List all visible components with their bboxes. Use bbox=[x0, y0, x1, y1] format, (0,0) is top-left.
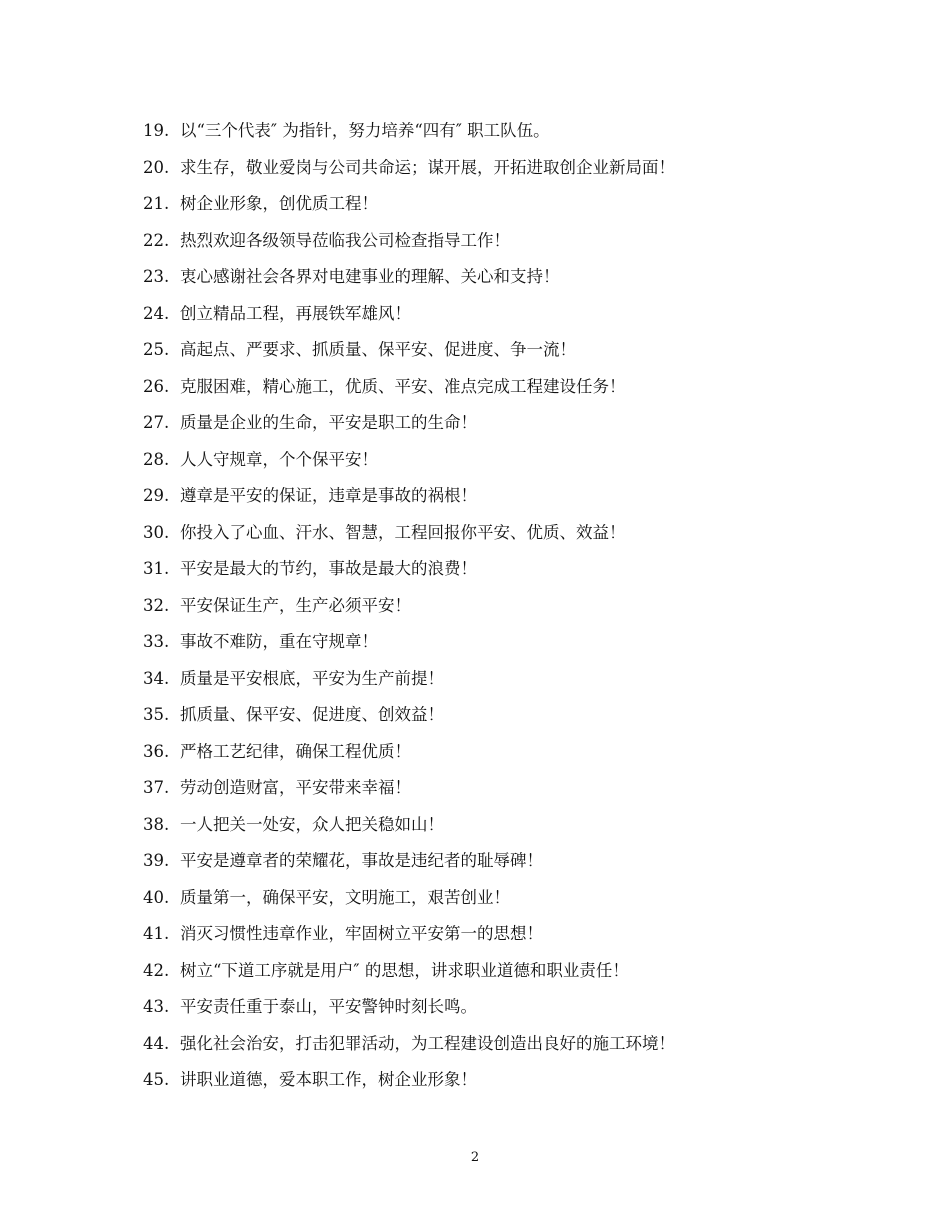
item-number: 43. bbox=[143, 997, 170, 1016]
item-number: 28. bbox=[143, 449, 170, 469]
item-number: 22. bbox=[143, 230, 170, 250]
list-item bbox=[143, 118, 675, 155]
item-number: 26. bbox=[143, 376, 170, 396]
item-number: 32. bbox=[143, 595, 170, 615]
list-item bbox=[143, 447, 675, 484]
list-item bbox=[143, 629, 675, 666]
item-text: 质量是企业的生命，平安是职工的生命！ bbox=[180, 413, 477, 432]
item-number: 45. bbox=[143, 1070, 170, 1089]
list-item bbox=[143, 337, 675, 374]
item-text: 树立“下道工序就是用户″ 的思想，讲求职业道德和职业责任！ bbox=[180, 960, 629, 980]
list-item bbox=[143, 702, 675, 739]
list-item bbox=[143, 191, 675, 228]
item-text: 求生存，敬业爱岗与公司共命运；谋开展，开拓进取创企业新局面！ bbox=[180, 157, 675, 177]
item-text: 以“三个代表″ 为指针，努力培养“四有″ 职工队伍。 bbox=[180, 121, 550, 140]
item-number: 29. bbox=[143, 486, 170, 505]
item-number: 39. bbox=[143, 851, 170, 870]
item-text: 一人把关一处安，众人把关稳如山！ bbox=[180, 814, 444, 834]
item-text: 你投入了心血、汗水、智慧，工程回报你平安、优质、效益！ bbox=[180, 522, 626, 542]
item-text: 平安保证生产，生产必须平安！ bbox=[180, 595, 411, 615]
item-number: 24. bbox=[143, 303, 170, 323]
list-item bbox=[143, 1031, 675, 1068]
item-text: 强化社会治安，打击犯罪活动，为工程建设创造出良好的施工环境！ bbox=[180, 1033, 675, 1053]
item-text: 克服困难，精心施工，优质、平安、准点完成工程建设任务！ bbox=[180, 376, 626, 396]
list-item bbox=[143, 155, 675, 192]
item-number: 33. bbox=[143, 632, 170, 651]
item-text: 质量是平安根底，平安为生产前提！ bbox=[180, 668, 444, 688]
item-text: 遵章是平安的保证，违章是事故的祸根！ bbox=[180, 486, 477, 505]
item-text: 讲职业道德，爱本职工作，树企业形象！ bbox=[180, 1070, 477, 1089]
item-text: 树企业形象，创优质工程！ bbox=[180, 194, 378, 213]
slogan-list bbox=[143, 118, 675, 1104]
item-text: 热烈欢迎各级领导莅临我公司检查指导工作！ bbox=[180, 230, 510, 250]
list-item bbox=[143, 848, 675, 885]
item-number: 20. bbox=[143, 157, 170, 177]
list-item bbox=[143, 556, 675, 593]
list-item bbox=[143, 228, 675, 265]
item-number: 25. bbox=[143, 340, 170, 359]
item-number: 35. bbox=[143, 705, 170, 724]
page-number: 2 bbox=[470, 1150, 480, 1165]
list-item bbox=[143, 374, 675, 411]
item-number: 34. bbox=[143, 668, 170, 688]
item-number: 40. bbox=[143, 887, 170, 907]
list-item bbox=[143, 921, 675, 958]
list-item bbox=[143, 301, 675, 338]
list-item bbox=[143, 775, 675, 812]
list-item bbox=[143, 410, 675, 447]
item-number: 41. bbox=[143, 924, 170, 943]
item-number: 42. bbox=[143, 960, 170, 980]
list-item bbox=[143, 885, 675, 922]
item-text: 平安责任重于泰山，平安警钟时刻长鸣。 bbox=[180, 997, 477, 1016]
item-text: 衷心感谢社会各界对电建事业的理解、关心和支持！ bbox=[180, 267, 560, 286]
item-text: 事故不难防，重在守规章！ bbox=[180, 632, 378, 651]
list-item bbox=[143, 666, 675, 703]
item-text: 人人守规章，个个保平安！ bbox=[180, 449, 378, 469]
item-number: 23. bbox=[143, 267, 170, 286]
item-number: 36. bbox=[143, 741, 170, 761]
item-text: 平安是最大的节约，事故是最大的浪费！ bbox=[180, 559, 477, 578]
item-number: 31. bbox=[143, 559, 170, 578]
item-number: 38. bbox=[143, 814, 170, 834]
list-item bbox=[143, 994, 675, 1031]
list-item bbox=[143, 520, 675, 557]
item-number: 44. bbox=[143, 1033, 170, 1053]
item-number: 21. bbox=[143, 194, 170, 213]
item-text: 创立精品工程，再展铁军雄风！ bbox=[180, 303, 411, 323]
list-item bbox=[143, 593, 675, 630]
list-item bbox=[143, 958, 675, 995]
item-text: 抓质量、保平安、促进度、创效益！ bbox=[180, 705, 444, 724]
list-item bbox=[143, 264, 675, 301]
item-text: 严格工艺纪律，确保工程优质！ bbox=[180, 741, 411, 761]
item-number: 19. bbox=[143, 121, 170, 140]
list-item bbox=[143, 1067, 675, 1104]
item-text: 质量第一，确保平安，文明施工，艰苦创业！ bbox=[180, 887, 510, 907]
item-text: 消灭习惯性违章作业，牢固树立平安第一的思想！ bbox=[180, 924, 543, 943]
item-number: 30. bbox=[143, 522, 170, 542]
item-number: 27. bbox=[143, 413, 170, 432]
item-text: 高起点、严要求、抓质量、保平安、促进度、争一流！ bbox=[180, 340, 576, 359]
item-text: 平安是遵章者的荣耀花，事故是违纪者的耻辱碑！ bbox=[180, 851, 543, 870]
list-item bbox=[143, 739, 675, 776]
list-item bbox=[143, 483, 675, 520]
list-item bbox=[143, 812, 675, 849]
item-number: 37. bbox=[143, 778, 170, 797]
item-text: 劳动创造财富，平安带来幸福！ bbox=[180, 778, 411, 797]
